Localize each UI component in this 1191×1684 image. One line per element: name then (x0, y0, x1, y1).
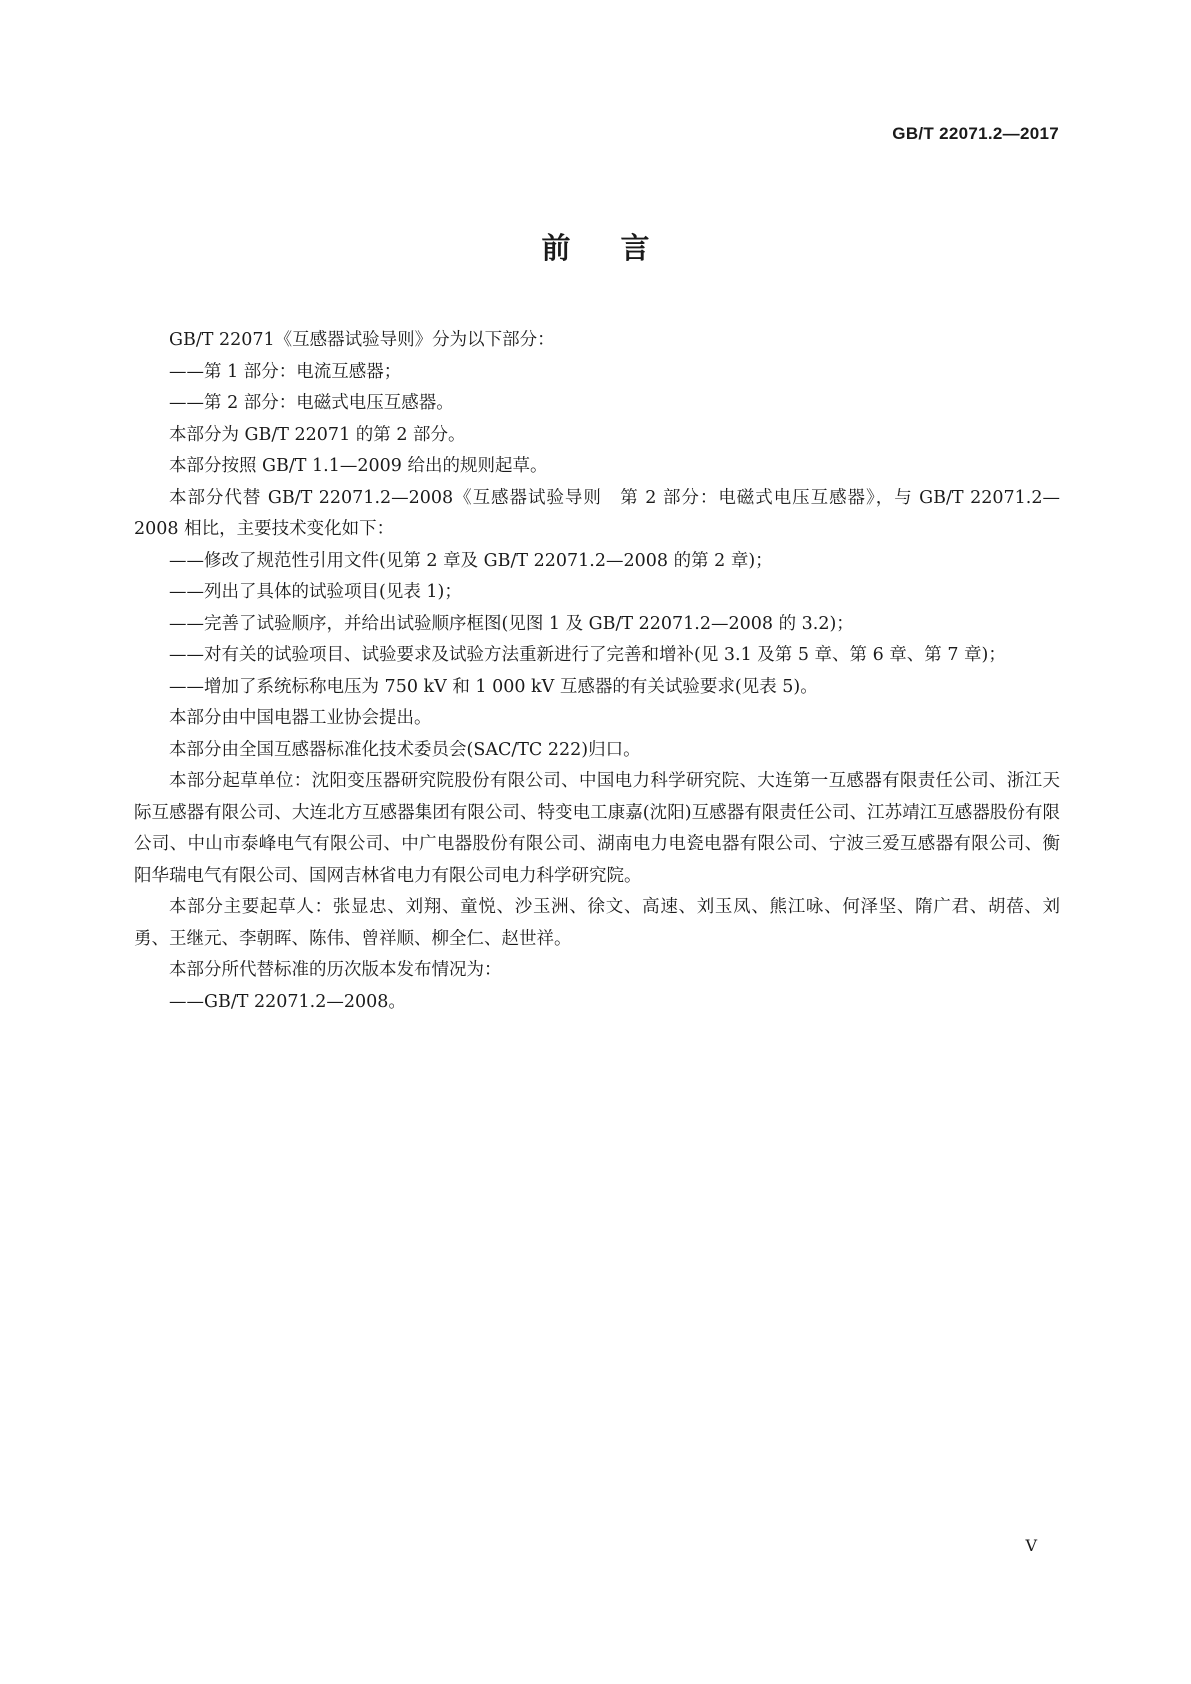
list-item: ——增加了系统标称电压为 750 kV 和 1 000 kV 互感器的有关试验要求(见表 5)。 (169, 676, 818, 697)
paragraph: GB/T 22071《互感器试验导则》分为以下部分： (169, 330, 555, 350)
paragraph: 本部分主要起草人：张显忠、刘翔、童悦、沙玉洲、徐文、高速、刘玉凤、熊江咏、何泽坚、隋广君、胡蓓、刘勇、王继元、李朝晖、陈伟、曾祥顺、柳全仁、赵世祥。 (134, 897, 1060, 949)
list-item: ——第 2 部分：电磁式电压互感器。 (169, 393, 454, 413)
paragraph: 本部分起草单位：沈阳变压器研究院股份有限公司、中国电力科学研究院、大连第一互感器有限责任公司、浙江天际互感器有限公司、大连北方互感器集团有限公司、特变电工康嘉(沈阳)互感器有限责任公司、江苏靖江互感器股份有限公司、中山市泰峰电气有限公司、中广电器股份有限公司、湖南电力电瓷电器有限公司、宁波三爱互感器有限公司、衡阳华瑞电气有限公司、国网吉林省电力有限公司电力科学研究院。 (134, 771, 1060, 886)
paragraph: 本部分由中国电器工业协会提出。 (169, 708, 432, 728)
list-item: ——修改了规范性引用文件(见第 2 章及 GB/T 22071.2—2008 的第 2 章)； (169, 550, 773, 571)
paragraph: 本部分按照 GB/T 1.1—2009 给出的规则起草。 (169, 456, 548, 476)
standard-number: GB/T 22071.2—2017 (892, 124, 1059, 143)
paragraph: 本部分由全国互感器标准化技术委员会(SAC/TC 222)归口。 (169, 739, 641, 760)
paragraph: 本部分所代替标准的历次版本发布情况为： (169, 960, 502, 980)
foreword-body (134, 325, 1060, 1018)
list-item: ——完善了试验顺序，并给出试验顺序框图(见图 1 及 GB/T 22071.2—2008 的 3.2)； (169, 613, 854, 634)
paragraph: 本部分为 GB/T 22071 的第 2 部分。 (169, 424, 466, 445)
list-item: ——GB/T 22071.2—2008。 (169, 991, 406, 1012)
list-item: ——对有关的试验项目、试验要求及试验方法重新进行了完善和增补(见 3.1 及第 5 章、第 6 章、第 7 章)； (169, 645, 1006, 665)
list-item: ——列出了具体的试验项目(见表 1)； (169, 582, 462, 602)
paragraph: 本部分代替 GB/T 22071.2—2008《互感器试验导则 第 2 部分：电磁式电压互感器》，与 GB/T 22071.2—2008 相比，主要技术变化如下： (134, 487, 1060, 539)
page-number: V (1025, 1536, 1037, 1555)
page-title: 前言 (541, 231, 700, 265)
list-item: ——第 1 部分：电流互感器； (169, 361, 402, 382)
